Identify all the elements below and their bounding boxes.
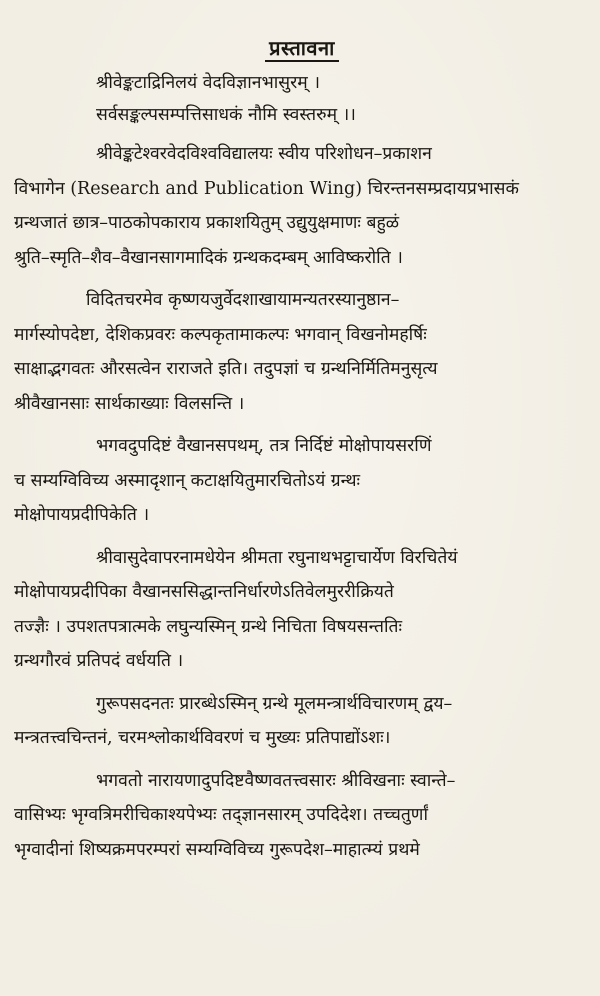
text-line: वासिभ्यः भृग्वत्रिमरीचिकाश्यपेभ्यः तद्ज्ञानसारम् उपदिदेश। तच्चतुर्णां [14,805,428,825]
paragraph-4 [14,541,590,679]
text-line: च सम्यग्विविच्य अस्मादृशान् कटाक्षयितुमारचितोऽयं ग्रन्थः [14,470,361,491]
text-line: गुरूपसदनतः प्रारब्धेऽस्मिन् ग्रन्थे मूलमन्त्रार्थविचारणम् द्वय– [96,693,453,714]
text-line: तज्ज्ञैः । उपशतपत्रात्मके लघुन्यस्मिन् ग्रन्थे निचिता विषयसन्ततिः [14,616,403,637]
paragraph-5 [14,687,590,756]
title-text: प्रस्तावना [265,36,339,62]
paragraph-1 [14,137,590,275]
text-line: साक्षाद्भगवतः औरसत्वेन राराजते इति। तदुपज्ञां च ग्रन्थनिर्मितिमनुसृत्य [14,359,438,379]
text-line: ग्रन्थगौरवं प्रतिपदं वर्धयति । [14,651,184,671]
text-line: भगवदुपदिष्टं वैखानसपथम्, तत्र निर्दिष्टं मोक्षोपायसरणिं [96,436,432,456]
page-title [14,34,590,61]
text-line: भृग्वादीनां शिष्यक्रमपरम्परां सम्यग्विविच्य गुरूपदेश–माहात्म्यं प्रथमे [14,839,420,860]
text-line: श्रुति–स्मृति–शैव–वैखानसागमादिकं ग्रन्थकदम्बम् आविष्करोति । [14,247,403,268]
text-line: विदितचरमेव कृष्णयजुर्वेदशाखायामन्यतरस्यानुष्ठान– [86,290,400,310]
invocation-verse-line-1: श्रीवेङ्कटाद्रिनिलयं वेदविज्ञानभासुरम् । [96,73,320,93]
paragraph-6 [14,764,590,868]
text-line: मन्त्रतत्त्वचिन्तनं, चरमश्लोकार्थविवरणं च मुख्यः प्रतिपाद्योंऽशः। [14,728,391,748]
text-line: श्रीवासुदेवापरनामधेयेन श्रीमता रघुनाथभट्टाचार्येण विरचितेयं [96,547,458,568]
paragraph-3 [14,429,590,533]
invocation-verse-line-2: सर्वसङ्कल्पसम्पत्तिसाधकं नौमि स्वस्तरुम् ।। [96,105,356,125]
text-line: मार्गस्योपदेष्टा, देशिकप्रवरः कल्पकृतामाकल्पः भगवान् विखनोमहर्षिः [14,324,427,345]
paragraph-2 [14,283,590,421]
text-line: मोक्षोपायप्रदीपिकेति । [14,505,150,525]
text-line: श्रीवेङ्कटेश्वरवेदविश्वविद्यालयः स्वीय परिशोधन–प्रकाशन [96,144,432,164]
text-line: ग्रन्थजातं छात्र–पाठकोपकाराय प्रकाशयितुम् उद्युयुक्षमाणः बहुळं [14,213,400,233]
text-line: भगवतो नारायणादुपदिष्टवैष्णवतत्त्वसारः श्रीविखनाः स्वान्ते– [96,770,456,791]
text-line: श्रीवैखानसाः सार्थकाख्याः विलसन्ति । [14,393,245,414]
text-line: विभागेन (Research and Publication Wing) चिरन्तनसम्प्रदायप्रभासकं [14,178,519,199]
text-line: मोक्षोपायप्रदीपिका वैखानससिद्धान्तनिर्धारणेऽतिवेलमुररीक्रियते [14,582,394,602]
